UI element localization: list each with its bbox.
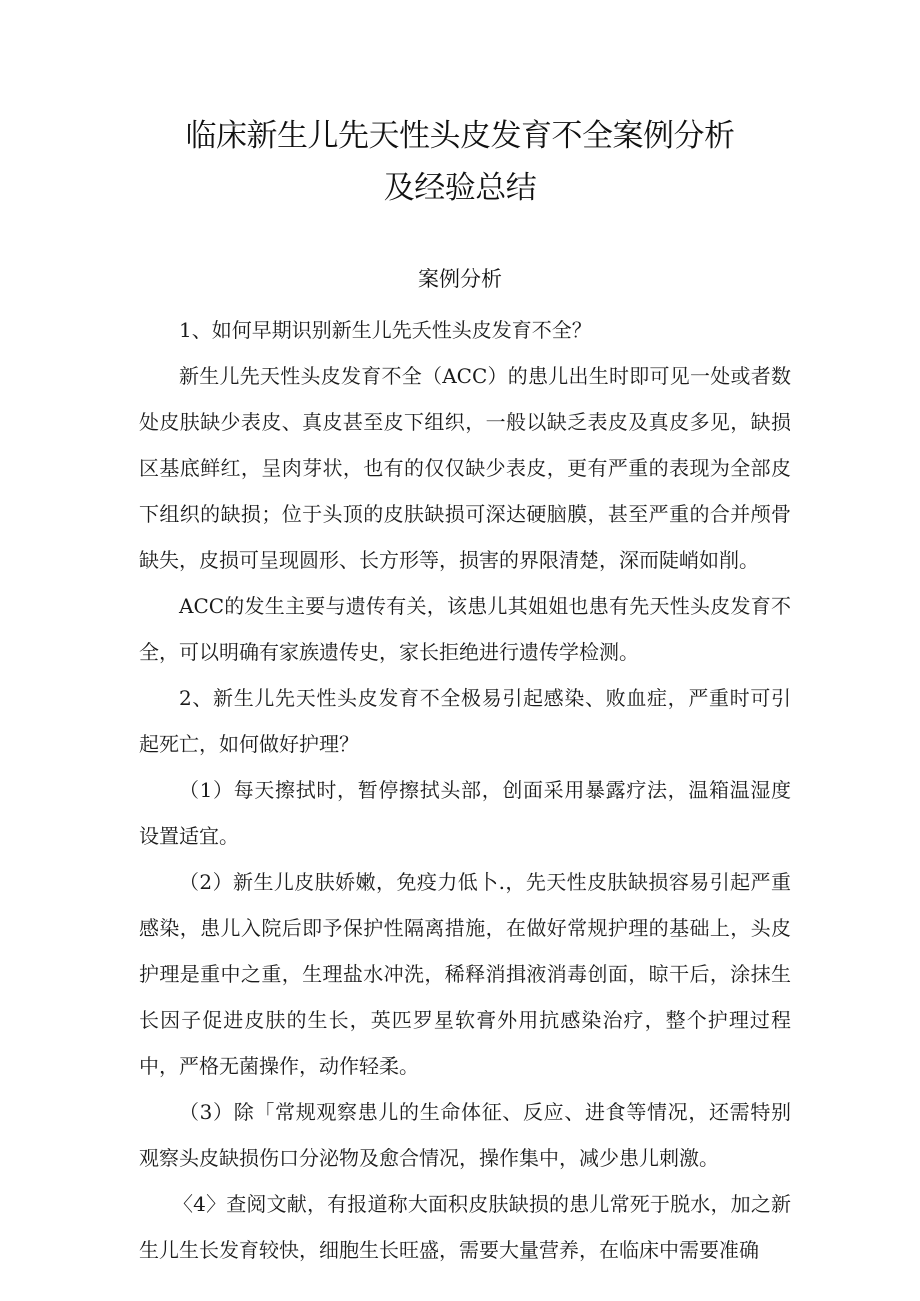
section-heading: 案例分析 bbox=[418, 267, 502, 291]
document-body bbox=[139, 307, 791, 1273]
paragraph-acc-genetics: ACC的发生主要与遗传有关，该患儿其姐姐也患有先天性头皮发育不全，可以明确有家族遗传史，家长拒绝进行遗传学检测。 bbox=[139, 594, 791, 664]
care-item-2: （2）新生儿皮肤娇嫩，免疫力低卜.，先天性皮肤缺损容易引起严重感染，患儿入院后即予保护性隔离措施，在做好常规护理的基础上，头皮护理是重中之重，生理盐水冲洗，稀释消揖液消毒创面，晾干后，涂抹生长因子促进皮肤的生长，英匹罗星软膏外用抗感染治疗，整个护理过程中，严格无菌操作，动作轻柔。 bbox=[139, 870, 791, 1078]
care-item-3: （3）除「常规观察患儿的生命体征、反应、进食等情况，还需特别观察头皮缺损伤口分泌物及愈合情况，操作集中，减少患儿刺激。 bbox=[139, 1100, 791, 1170]
care-item-1: （1）每天擦拭时，暂停擦拭头部，创面采用暴露疗法，温箱温湿度设置适宜。 bbox=[139, 778, 791, 848]
question-2: 2、新生儿先天性头皮发育不全极易引起感染、败血症，严重时可引起死亡，如何做好护理？ bbox=[139, 686, 791, 756]
document-title-line-2: 及经验总结 bbox=[383, 170, 537, 206]
document-title-line-1: 临床新生儿先天性头皮发育不全案例分析 bbox=[185, 118, 735, 154]
care-item-4: 〈4〉查阅文献，有报道称大面积皮肤缺损的患儿常死于脱水，加之新生儿生长发育较快，细胞生长旺盛，需要大量营养，在临床中需要准确 bbox=[139, 1192, 791, 1262]
paragraph-acc-description: 新生儿先天性头皮发育不全（ACC）的患儿出生时即可见一处或者数处皮肤缺少表皮、真皮甚至皮下组织，一般以缺乏表皮及真皮多见，缺损区基底鲜红，呈肉芽状，也有的仅仅缺少表皮，更有严重的表现为全部皮下组织的缺损；位于头顶的皮肤缺损可深达硬脑膜，甚至严重的合并颅骨缺失，皮损可呈现圆形、长方形等，损害的界限清楚，深而陡峭如削。 bbox=[139, 364, 791, 572]
question-1: 1、如何早期识别新生儿先夭性头皮发育不全？ bbox=[179, 318, 592, 342]
